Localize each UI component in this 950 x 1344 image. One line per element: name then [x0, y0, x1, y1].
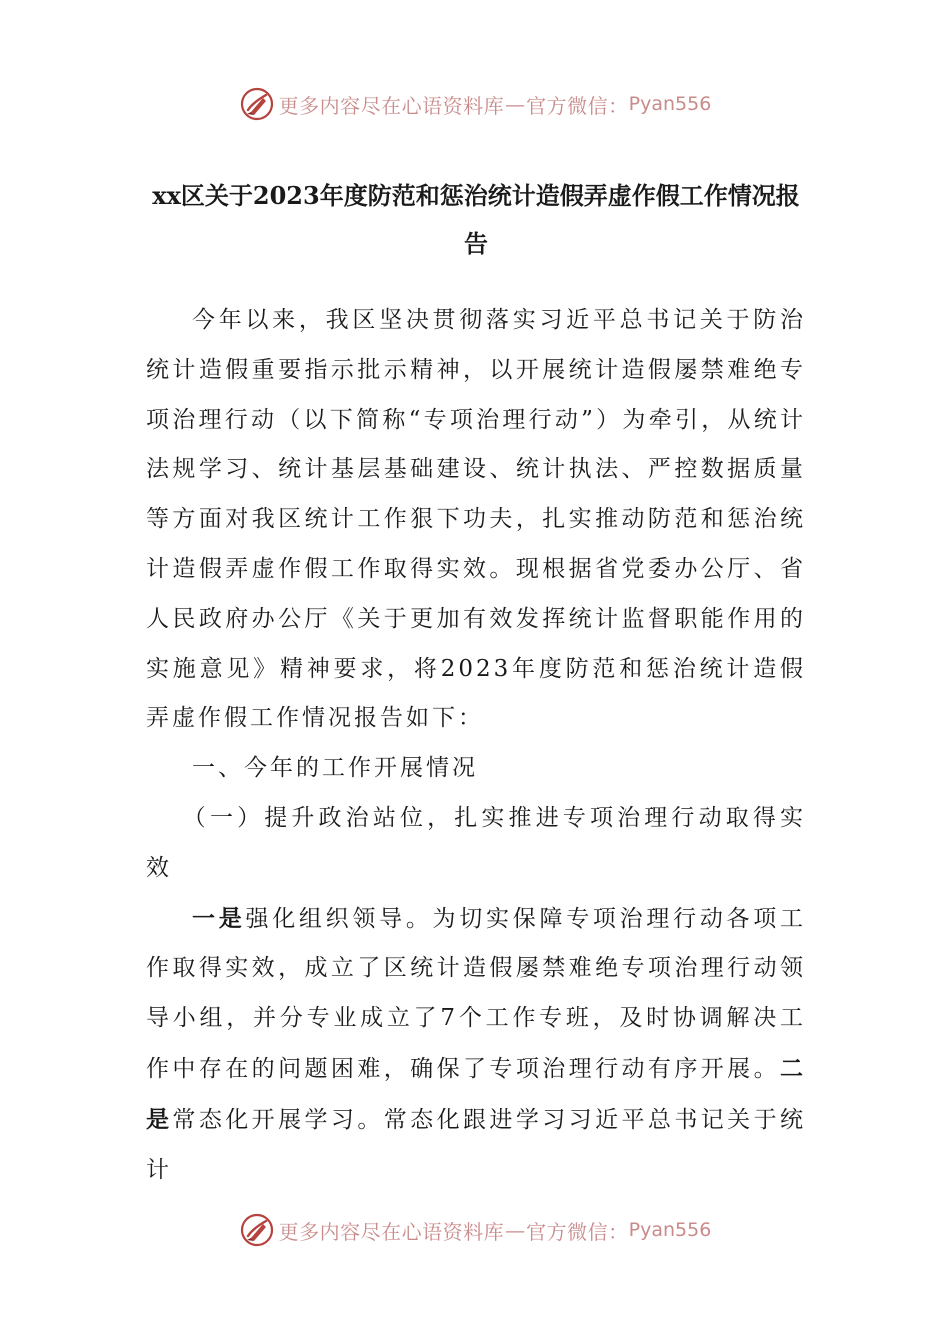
point-text-one: 强化组织领导。为切实保障专项治理行动各项工作取得实效，成立了区统计造假屡禁难绝专项治理行动领导小组，并分专业成立了7个工作专班，及时协调解决工作中存在的问题困难，确保了专项治理行动有序开展。 [146, 905, 807, 1082]
watermark-separator: — [505, 1218, 526, 1242]
body-paragraph [146, 894, 806, 1196]
watermark-text: 更多内容尽在心语资料库 [278, 93, 505, 118]
watermark-separator: — [505, 92, 526, 116]
pen-logo-icon [239, 86, 275, 122]
watermark-wechat-label: 官方微信： [526, 93, 629, 118]
document-title: xx区关于2023年度防范和惩治统计造假弄虚作假工作情况报告 [152, 181, 800, 258]
point-label-one: 一是 [192, 904, 246, 932]
watermark-banner-bottom [0, 1210, 950, 1250]
subsection-heading: （一）提升政治站位，扎实推进专项治理行动取得实效 [146, 804, 806, 881]
intro-paragraph: 今年以来，我区坚决贯彻落实习近平总书记关于防治统计造假重要指示批示精神，以开展统计造假屡禁难绝专项治理行动（以下简称“专项治理行动”）为牵引，从统计法规学习、统计基层基础建设、统计执法、严控数据质量等方面对我区统计工作狠下功夫，扎实推动防范和惩治统计造假弄虚作假工作取得实效。现根据省党委办公厅、省人民政府办公厅《关于更加有效发挥统计监督职能作用的实施意见》精神要求，将2023年度防范和惩治统计造假弄虚作假工作情况报告如下： [146, 307, 806, 732]
document-body [146, 296, 806, 1195]
point-label-two: 二是 [146, 1054, 806, 1133]
watermark-text: 更多内容尽在心语资料库 [278, 1219, 505, 1244]
watermark-handle: Pyan556 [628, 93, 712, 115]
watermark-wechat-label: 官方微信： [526, 1219, 629, 1244]
section-heading: 一、今年的工作开展情况 [192, 755, 478, 782]
pen-logo-icon [239, 1212, 275, 1248]
watermark-handle: Pyan556 [628, 1219, 712, 1241]
point-text-two: 常态化开展学习。常态化跟进学习习近平总书记关于统计 [146, 1106, 807, 1183]
watermark-banner-top [0, 84, 950, 124]
